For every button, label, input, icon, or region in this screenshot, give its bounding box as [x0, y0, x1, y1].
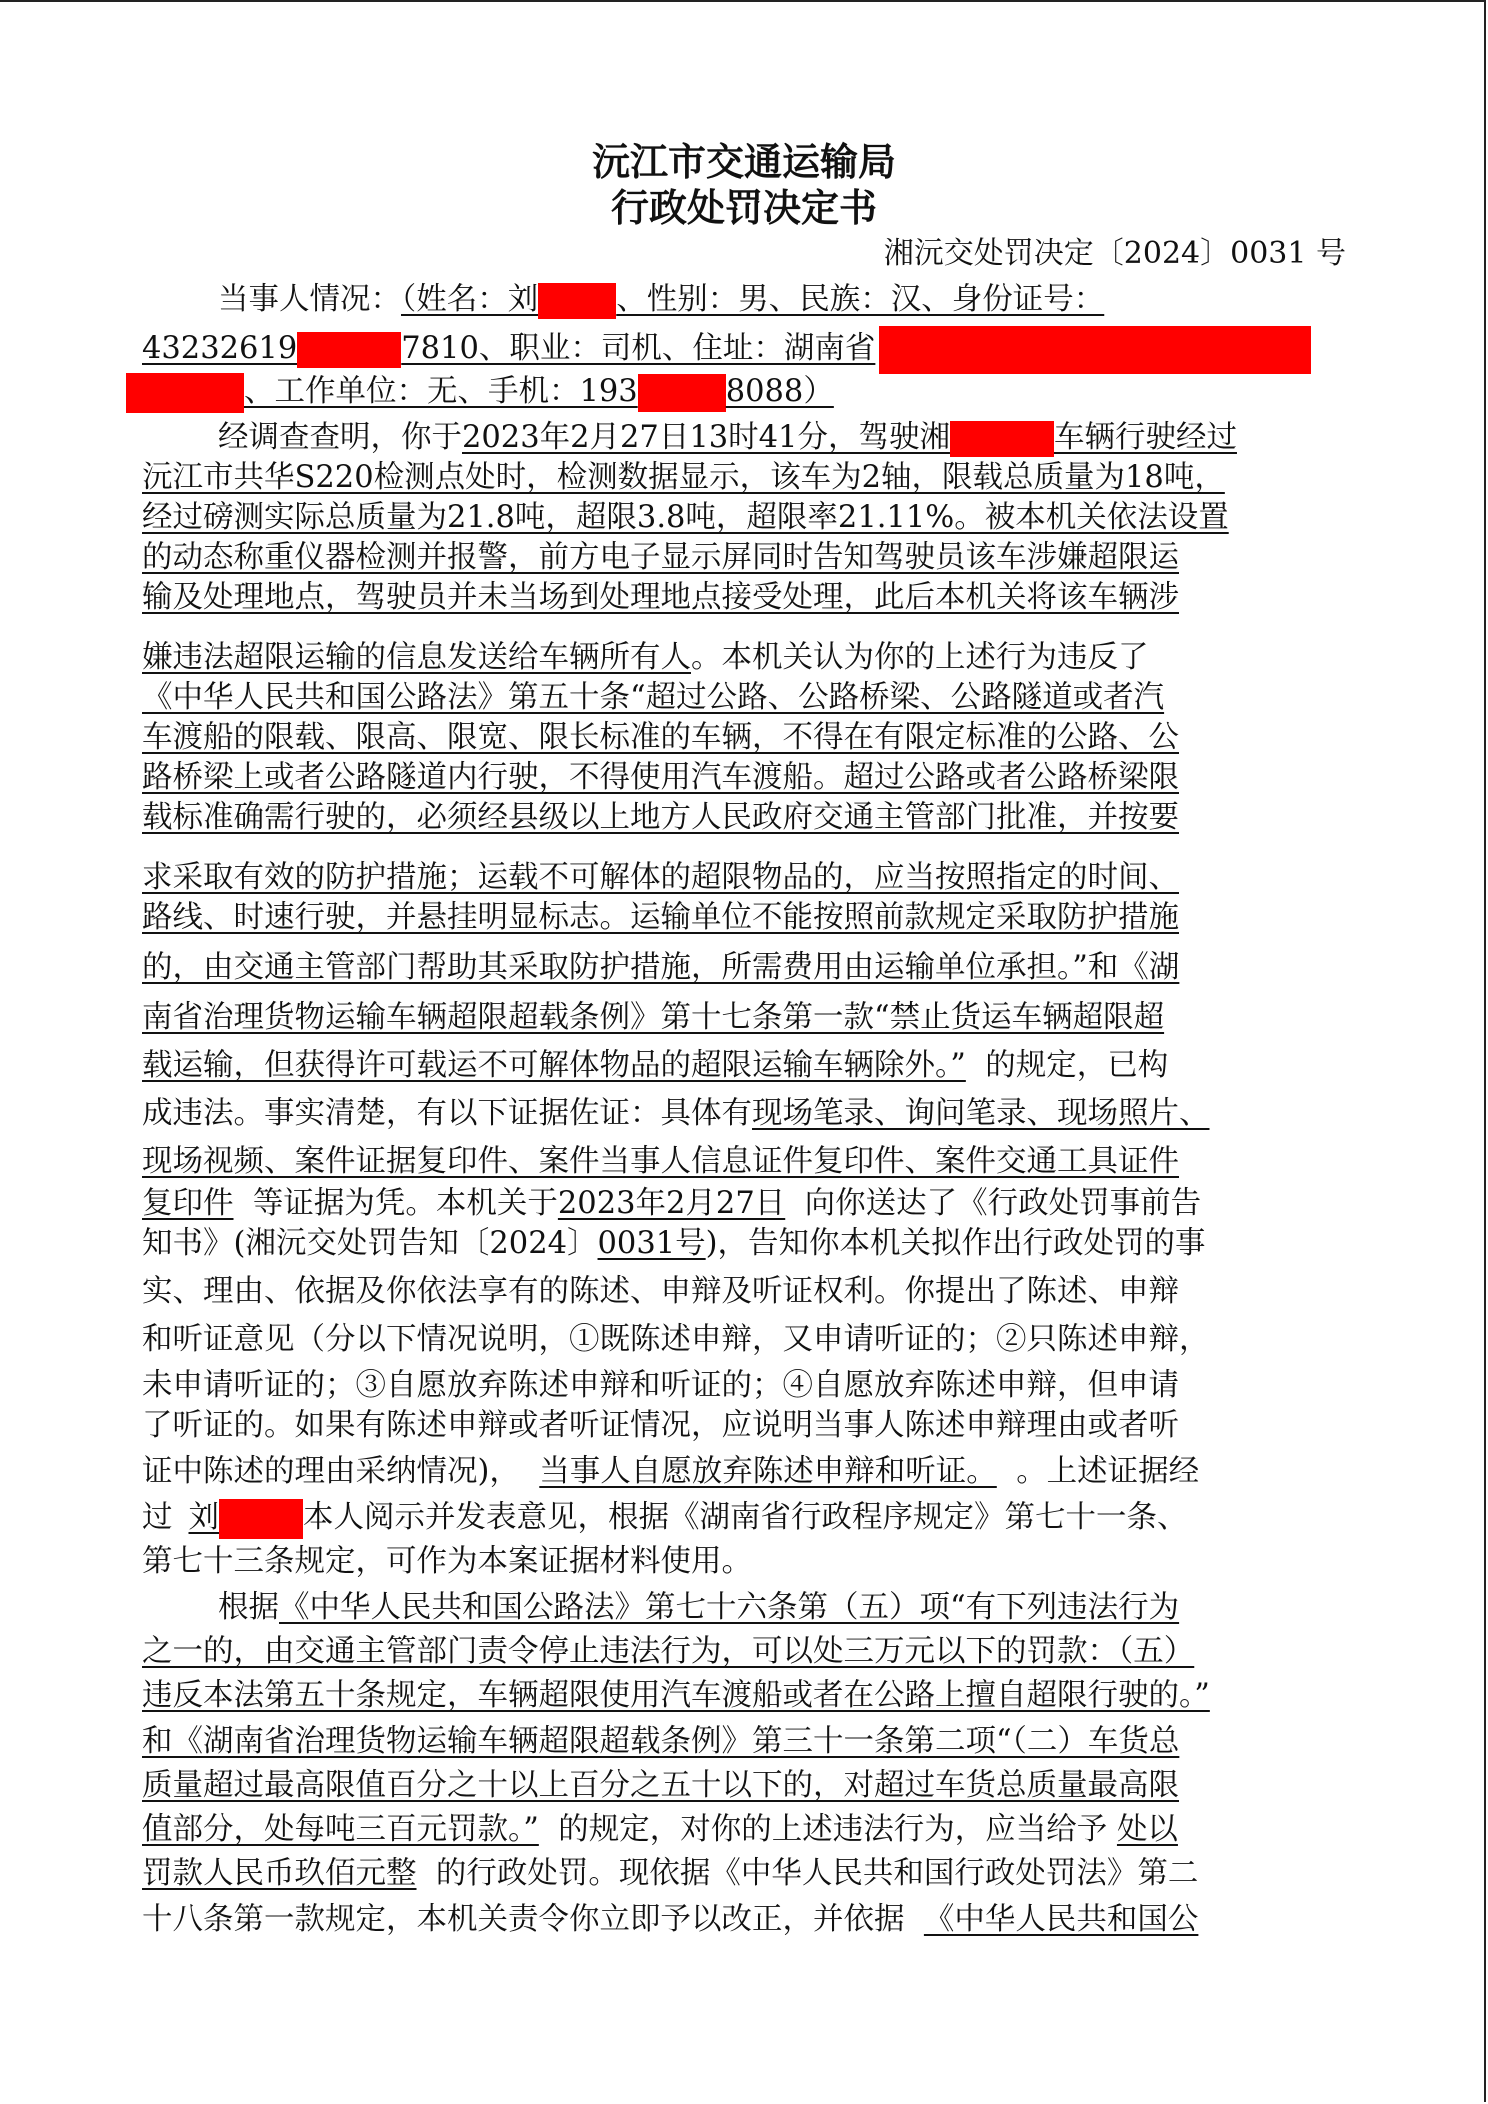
decision-underlined: 值部分，处每吨三百元罚款。”	[142, 1812, 539, 1847]
facts-segment: 知书》(湘沅交处罚告知〔2024〕	[142, 1226, 598, 1261]
facts-segment: 过	[142, 1500, 173, 1535]
decision-line-2: 之一的，由交通主管部门责令停止违法行为，可以处三万元以下的罚款：（五）	[142, 1634, 1195, 1669]
redaction-address-cont	[126, 373, 244, 413]
facts-line-8: 车渡船的限载、限高、限宽、限长标准的车辆，不得在有限定标准的公路、公	[142, 720, 1179, 755]
facts-line-18	[142, 1184, 1201, 1224]
decision-underlined: 《中华人民共和国公路法》第七十六条第（五）项“有下列违法行为	[279, 1590, 1180, 1625]
decision-segment: 的行政处罚。现依据《中华人民共和国行政处罚法》第二	[435, 1856, 1199, 1891]
facts-line-2: 沅江市共华S220检测点处时，检测数据显示，该车为2轴，限载总质量为18吨，	[142, 460, 1225, 495]
facts-underlined: 刘	[188, 1500, 219, 1535]
decision-line-1	[218, 1588, 1179, 1628]
facts-line-14: 南省治理货物运输车辆超限超载条例》第十七条第一款“禁止货运车辆超限超	[142, 1000, 1165, 1035]
decision-line-7	[142, 1854, 1198, 1894]
facts-segment: 等证据为凭。本机关于	[252, 1186, 558, 1221]
agency-title: 沅江市交通运输局	[591, 140, 896, 184]
facts-underlined: 复印件	[142, 1186, 234, 1221]
document-number: 湘沅交处罚决定〔2024〕0031 号	[883, 236, 1346, 271]
redaction-id	[297, 332, 401, 368]
facts-underlined: 车辆行驶经过	[1053, 420, 1237, 455]
facts-line-11: 求采取有效的防护措施；运载不可解体的超限物品的，应当按照指定的时间、	[142, 860, 1179, 895]
facts-line-21: 和听证意见（分以下情况说明，①既陈述申辩，又申请听证的；②只陈述申辩，	[142, 1322, 1210, 1357]
facts-underlined: 2023年2月27日13时41分，驾驶湘	[462, 420, 950, 455]
facts-segment: 本人阅示并发表意见，根据《湖南省行政程序规定》第七十一条、	[303, 1500, 1188, 1535]
party-work-phone: 、工作单位：无、手机：193	[244, 374, 638, 409]
facts-line-17: 现场视频、案件证据复印件、案件当事人信息证件复印件、案件交通工具证件	[142, 1144, 1179, 1179]
redaction-plate	[950, 421, 1054, 457]
decision-line-3: 违反本法第五十条规定，车辆超限使用汽车渡船或者在公路上擅自超限行驶的。”	[142, 1678, 1210, 1713]
decision-underlined: 罚款人民币玖佰元整	[142, 1856, 417, 1891]
facts-segment: )，告知你本机关拟作出行政处罚的事	[705, 1226, 1206, 1261]
facts-underlined: 嫌违法超限运输的信息发送给车辆所有人	[142, 640, 691, 675]
facts-segment: 经调查查明，你于	[218, 420, 462, 455]
facts-underlined: 现场笔录、询问笔录、现场照片、	[752, 1096, 1210, 1131]
facts-line-1	[218, 418, 1237, 458]
facts-line-20: 实、理由、依据及你依法享有的陈述、申辩及听证权利。你提出了陈述、申辩	[142, 1274, 1179, 1309]
facts-underlined: 当事人自愿放弃陈述申辩和听证。	[539, 1454, 997, 1489]
decision-underlined: 《中华人民共和国公	[923, 1902, 1199, 1937]
redaction-signer	[219, 1499, 303, 1539]
facts-line-10: 载标准确需行驶的，必须经县级以上地方人民政府交通主管部门批准，并按要	[142, 800, 1179, 835]
party-id-start: 43232619	[142, 331, 298, 366]
facts-line-7: 《中华人民共和国公路法》第五十条“超过公路、公路桥梁、公路隧道或者汽	[142, 680, 1165, 715]
party-name-prefix: （姓名：刘	[401, 282, 539, 317]
facts-underlined: 2023年2月27日	[557, 1186, 786, 1221]
facts-line-26: 第七十三条规定，可作为本案证据材料使用。	[142, 1544, 752, 1579]
party-label: 当事人情况：	[218, 282, 401, 317]
facts-line-22: 未申请听证的；③自愿放弃陈述申辩和听证的；④自愿放弃陈述申辩，但申请	[142, 1368, 1179, 1403]
facts-underlined: 载运输，但获得许可载运不可解体物品的超限运输车辆除外。”	[142, 1048, 966, 1083]
facts-line-9: 路桥梁上或者公路隧道内行驶，不得使用汽车渡船。超过公路或者公路桥梁限	[142, 760, 1179, 795]
facts-line-23: 了听证的。如果有陈述申辩或者听证情况，应说明当事人陈述申辩理由或者听	[142, 1408, 1179, 1443]
decision-segment: 根据	[218, 1590, 279, 1625]
party-line-3	[126, 372, 834, 413]
decision-line-5: 质量超过最高限值百分之十以上百分之五十以下的，对超过车货总质量最高限	[142, 1768, 1179, 1803]
facts-line-15	[142, 1046, 1168, 1086]
facts-line-25	[142, 1498, 1188, 1539]
redaction-address	[879, 326, 1311, 374]
party-gender-etc: 、性别：男、民族：汉、身份证号：	[616, 282, 1105, 317]
facts-segment: 的规定，已构	[985, 1048, 1169, 1083]
facts-line-19	[142, 1224, 1206, 1264]
facts-line-4: 的动态称重仪器检测并报警，前方电子显示屏同时告知驾驶员该车涉嫌超限运	[142, 540, 1179, 575]
decision-line-4: 和《湖南省治理货物运输车辆超限超载条例》第三十一条第二项“（二）车货总	[142, 1724, 1180, 1759]
party-line-2	[142, 326, 1311, 374]
facts-segment: 向你送达了《行政处罚事前告	[804, 1186, 1202, 1221]
facts-segment: 。本机关认为你的上述行为违反了	[691, 640, 1149, 675]
facts-segment: 成违法。事实清楚，有以下证据佐证：具体有	[142, 1096, 752, 1131]
decision-segment: 十八条第一款规定，本机关责令你立即予以改正，并依据	[142, 1902, 905, 1937]
facts-line-5: 输及处理地点，驾驶员并未当场到处理地点接受处理，此后本机关将该车辆涉	[142, 580, 1179, 615]
party-line-1	[218, 280, 1104, 320]
decision-line-6	[142, 1810, 1178, 1850]
decision-underlined: 处以	[1116, 1812, 1178, 1847]
redaction-phone	[638, 374, 726, 412]
facts-underlined: 0031号	[597, 1226, 706, 1261]
facts-segment: 。上述证据经	[1016, 1454, 1200, 1489]
party-id-end: 7810、职业：司机、住址：湖南省	[401, 331, 876, 366]
facts-segment: 证中陈述的理由采纳情况)，	[142, 1454, 520, 1489]
facts-line-6	[142, 638, 1149, 678]
redaction-name	[538, 283, 616, 319]
facts-line-16	[142, 1094, 1210, 1134]
facts-line-3: 经过磅测实际总质量为21.8吨，超限3.8吨，超限率21.11%。被本机关依法设置	[142, 500, 1229, 535]
party-phone-end: 8088）	[725, 374, 834, 409]
decision-segment: 的规定，对你的上述违法行为，应当给予	[558, 1812, 1108, 1847]
document-type-title: 行政处罚决定书	[610, 186, 877, 230]
facts-line-24	[142, 1452, 1199, 1492]
decision-line-8	[142, 1900, 1198, 1940]
facts-line-13: 的，由交通主管部门帮助其采取防护措施，所需费用由运输单位承担。”和《湖	[142, 950, 1180, 985]
facts-line-12: 路线、时速行驶，并悬挂明显标志。运输单位不能按照前款规定采取防护措施	[142, 900, 1179, 935]
